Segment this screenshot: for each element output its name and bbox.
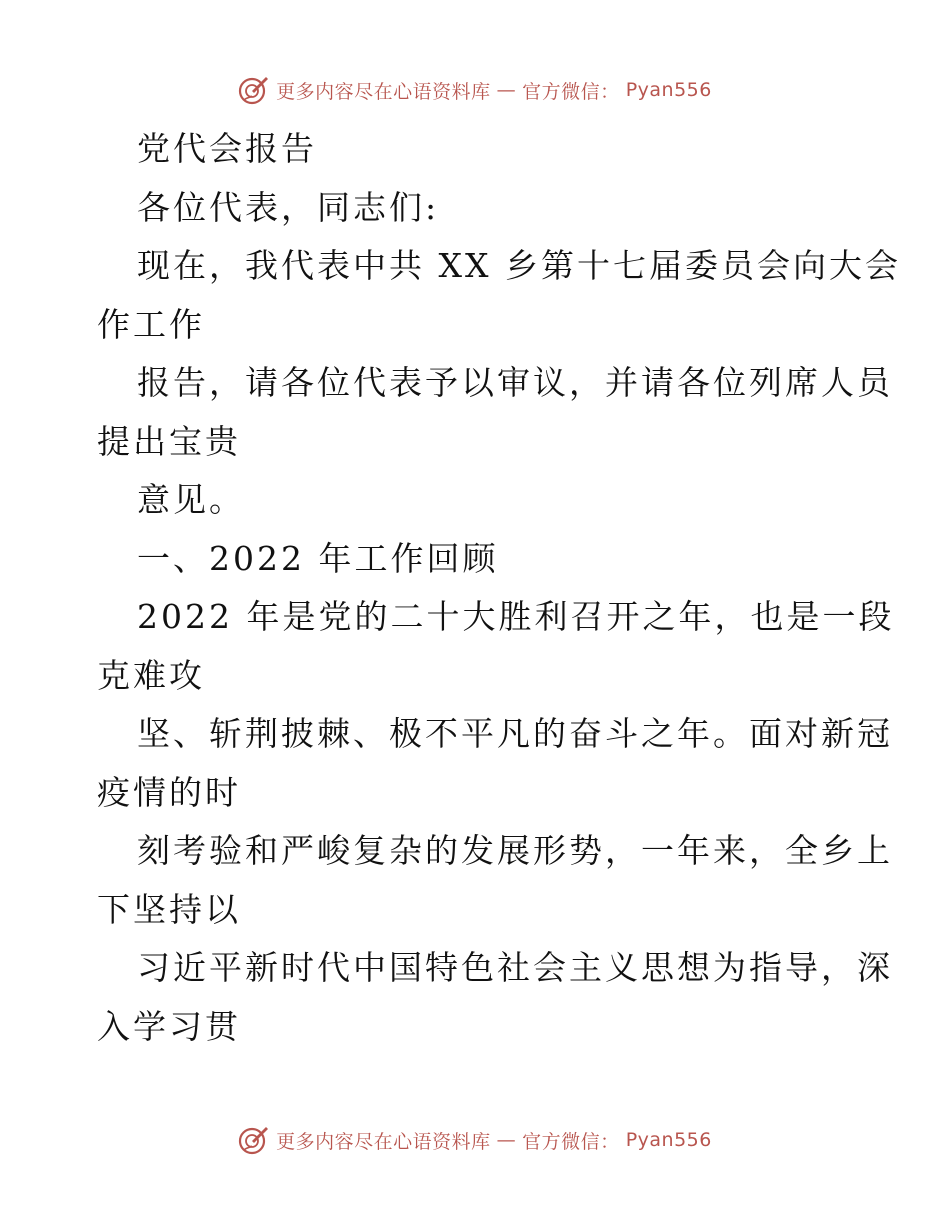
footer-watermark [0,1120,950,1160]
paragraph-line: 现在，我代表中共 XX 乡第十七届委员会向大会 [137,246,901,285]
watermark-text: 更多内容尽在心语资料库 [276,80,491,103]
paragraph-line: 意见。 [137,480,245,519]
paragraph-line: 作工作 [97,304,205,344]
watermark-separator: — [496,1129,517,1151]
paragraph-line: 疫情的时 [97,772,241,812]
paragraph-line: 习近平新时代中国特色社会主义思想为指导，深 [137,948,893,987]
paragraph-line: 克难攻 [97,655,205,695]
paragraph-line: 提出宝贵 [97,421,241,461]
watermark-wechat-id: Pyan556 [625,79,712,101]
watermark-wechat-label: 官方微信： [522,1130,620,1153]
paragraph-line: 报告，请各位代表予以审议，并请各位列席人员 [137,363,893,402]
paragraph-line: 2022 年是党的二十大胜利召开之年，也是一段 [137,597,895,636]
pen-logo-icon [238,1124,270,1156]
paragraph-line: 刻考验和严峻复杂的发展形势，一年来，全乡上 [137,831,893,870]
watermark-wechat-label: 官方微信： [522,80,620,103]
paragraph-line: 下坚持以 [97,889,241,929]
pen-logo-icon [238,74,270,106]
paragraph-line: 入学习贯 [97,1006,241,1046]
header-watermark [0,70,950,110]
watermark-separator: — [496,79,517,101]
section-heading: 一、2022 年工作回顾 [137,538,499,578]
watermark-text: 更多内容尽在心语资料库 [276,1130,491,1153]
document-title: 党代会报告 [137,129,317,168]
paragraph-line: 各位代表，同志们: [137,187,440,227]
watermark-wechat-id: Pyan556 [625,1129,712,1151]
paragraph-line: 坚、斩荆披棘、极不平凡的奋斗之年。面对新冠 [137,714,893,753]
document-body [97,120,901,1056]
